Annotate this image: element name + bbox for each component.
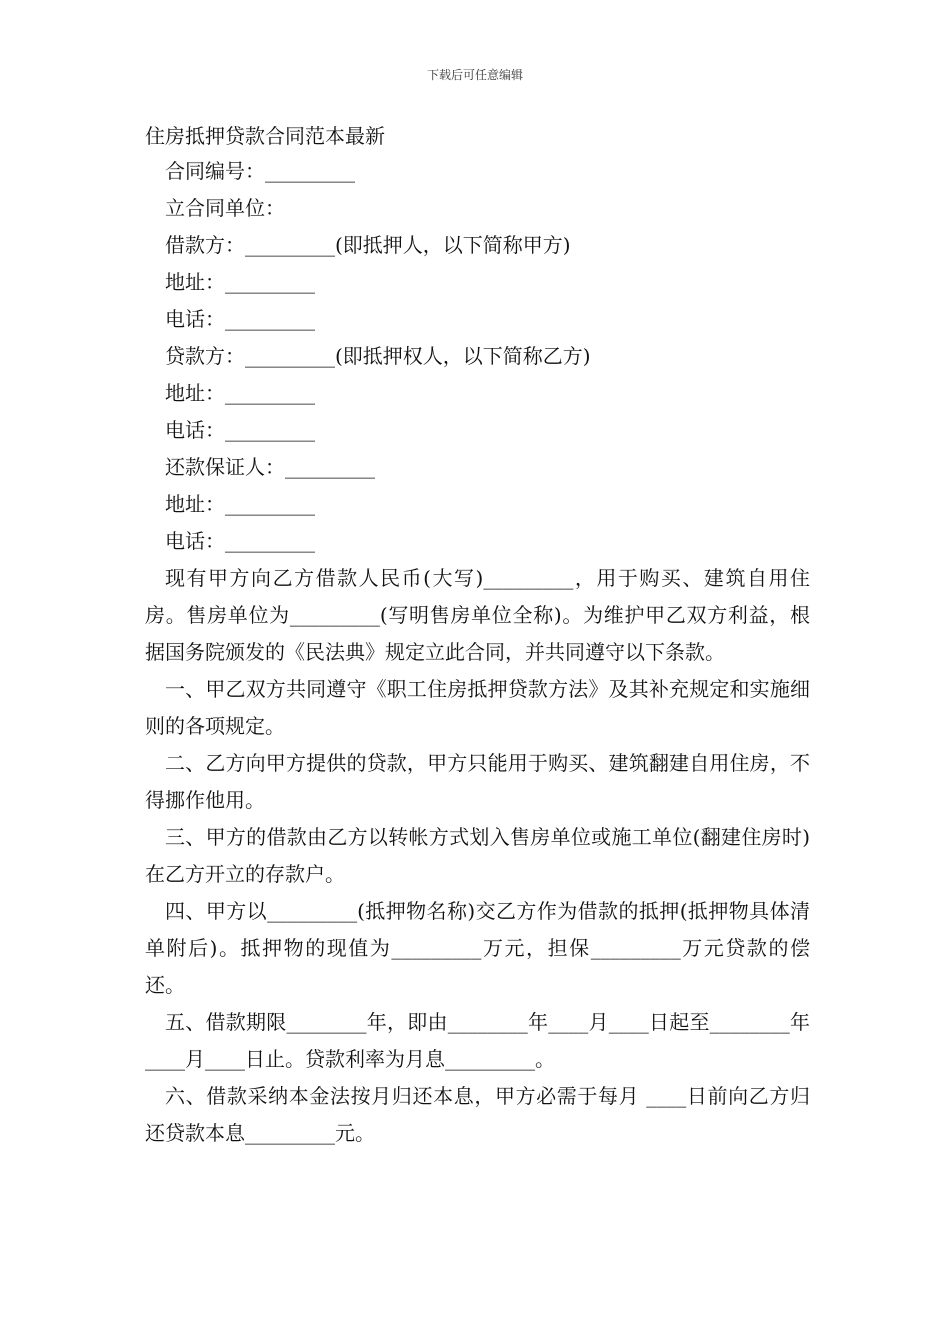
clause-2: 二、乙方向甲方提供的贷款，甲方只能用于购买、建筑翻建自用住房，不得挪作他用。 [145, 751, 810, 812]
clause-5: 五、借款期限________年，即由________年____月____日起至________年____月____日止。贷款利率为月息_________。 [145, 1010, 810, 1071]
field-borrower: 借款方：_________(即抵押人，以下简称甲方) [165, 233, 571, 257]
clause-1: 一、甲乙双方共同遵守《职工住房抵押贷款方法》及其补充规定和实施细则的各项规定。 [145, 677, 810, 738]
clause-3: 三、甲方的借款由乙方以转帐方式划入售房单位或施工单位(翻建住房时)在乙方开立的存款户。 [145, 825, 810, 886]
field-guarantor-address: 地址：_________ [165, 492, 315, 516]
contract-body [145, 153, 810, 1152]
field-contracting-parties: 立合同单位： [165, 196, 285, 220]
clause-4: 四、甲方以_________(抵押物名称)交乙方作为借款的抵押(抵押物具体清单附后)。抵押物的现值为_________万元，担保_________万元贷款的偿还。 [145, 899, 810, 997]
field-guarantor: 还款保证人：_________ [165, 455, 375, 479]
field-lender: 贷款方：_________(即抵押权人，以下简称乙方) [165, 344, 591, 368]
field-guarantor-phone: 电话：_________ [165, 529, 315, 553]
field-lender-phone: 电话：_________ [165, 418, 315, 442]
field-lender-address: 地址：_________ [165, 381, 315, 405]
document-title: 住房抵押贷款合同范本最新 [145, 124, 385, 148]
field-borrower-address: 地址：_________ [165, 270, 315, 294]
field-borrower-phone: 电话：_________ [165, 307, 315, 331]
clause-6: 六、借款采纳本金法按月归还本息，甲方必需于每月 ____日前向乙方归还贷款本息_________元。 [145, 1084, 810, 1145]
header-note: 下载后可任意编辑 [426, 68, 523, 82]
intro-paragraph: 现有甲方向乙方借款人民币(大写)_________，用于购买、建筑自用住房。售房单位为_________(写明售房单位全称)。为维护甲乙双方利益，根据国务院颁发的《民法典》规定立此合同，并共同遵守以下条款。 [145, 566, 810, 664]
field-contract-number: 合同编号：_________ [165, 159, 355, 183]
